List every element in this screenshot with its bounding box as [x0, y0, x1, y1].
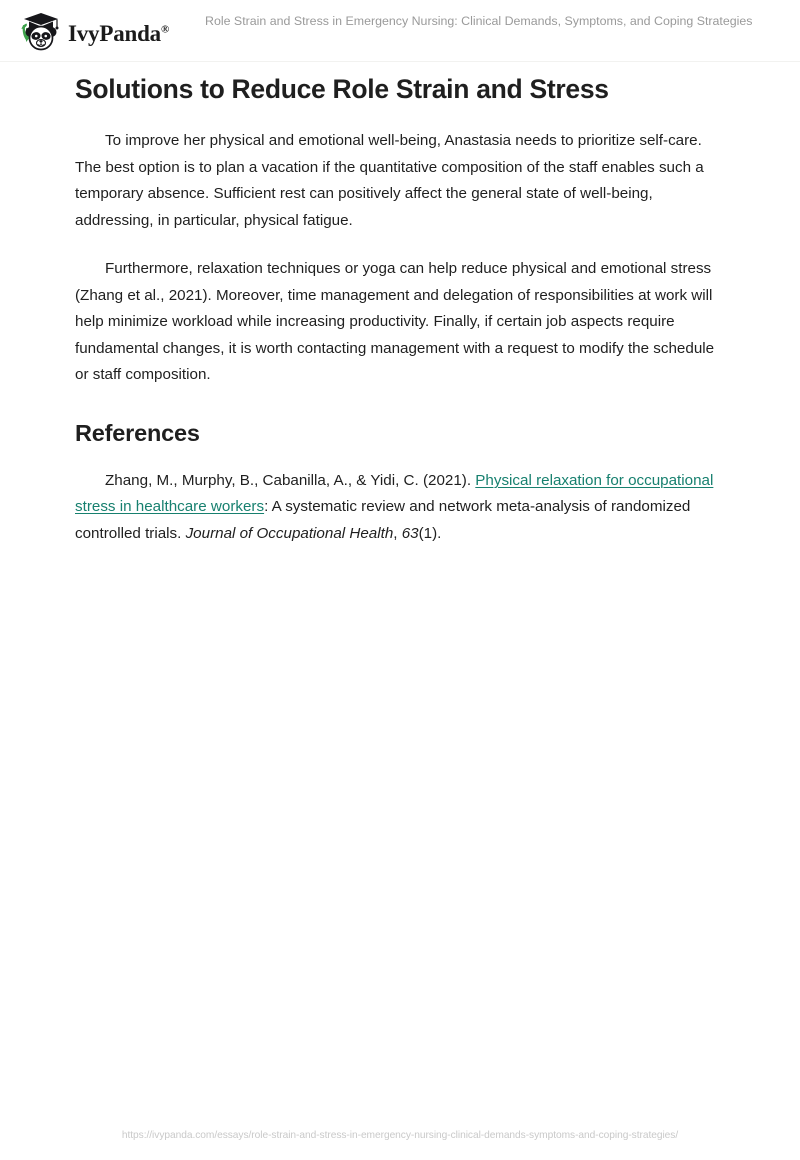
reference-authors-year: Zhang, M., Murphy, B., Cabanilla, A., & Yidi, C. (2021). — [105, 471, 476, 489]
reference-volume: 63 — [401, 524, 419, 542]
paragraph-relaxation-techniques: Furthermore, relaxation techniques or yoga can help reduce physical and emotional stress (Zhang et al., 2021). Moreover, time management and delegation of responsibilities at work will help minimize workload while increasing productivity. Finally, if certain job aspects require fundamental changes, it is worth contacting management with a request to modify the schedule or staff composition. — [75, 260, 715, 384]
registered-trademark-symbol: ® — [160, 22, 170, 35]
section-heading-solutions: Solutions to Reduce Role Strain and Stress — [75, 74, 609, 104]
footer-source-url: https://ivypanda.com/essays/role-strain-and-stress-in-emergency-nursing-clinical-demands-symptoms-and-coping-strategies/ — [121, 1130, 679, 1141]
reference-separator: , — [393, 524, 402, 542]
document-body — [75, 74, 723, 547]
section-heading-references: References — [75, 419, 200, 446]
brand-wordmark: IvyPanda® — [68, 20, 170, 46]
reference-issue: (1). — [418, 524, 442, 542]
page-header — [0, 0, 800, 62]
panda-graduation-cap-icon — [16, 11, 62, 53]
reference-journal-name: Journal of Occupational Health — [185, 524, 394, 542]
reference-list-item — [75, 468, 723, 548]
reference-article-link[interactable]: Physical relaxation for occupational stress in healthcare workers — [75, 471, 714, 516]
reference-subtitle: : A systematic review and network meta-analysis of randomized controlled trials. — [75, 498, 691, 542]
paragraph-self-care: To improve her physical and emotional well-being, Anastasia needs to prioritize self-care. The best option is to plan a vacation if the quantitative composition of the staff enables such a temporary absence. Sufficient rest can positively affect the general state of well-being, addressing, in particular, physical fatigue. — [75, 132, 704, 229]
ivypanda-logo[interactable] — [16, 12, 169, 52]
page-footer — [0, 1102, 800, 1160]
header-document-title: Role Strain and Stress in Emergency Nursing: Clinical Demands, Symptoms, and Coping Strategies — [205, 14, 753, 28]
